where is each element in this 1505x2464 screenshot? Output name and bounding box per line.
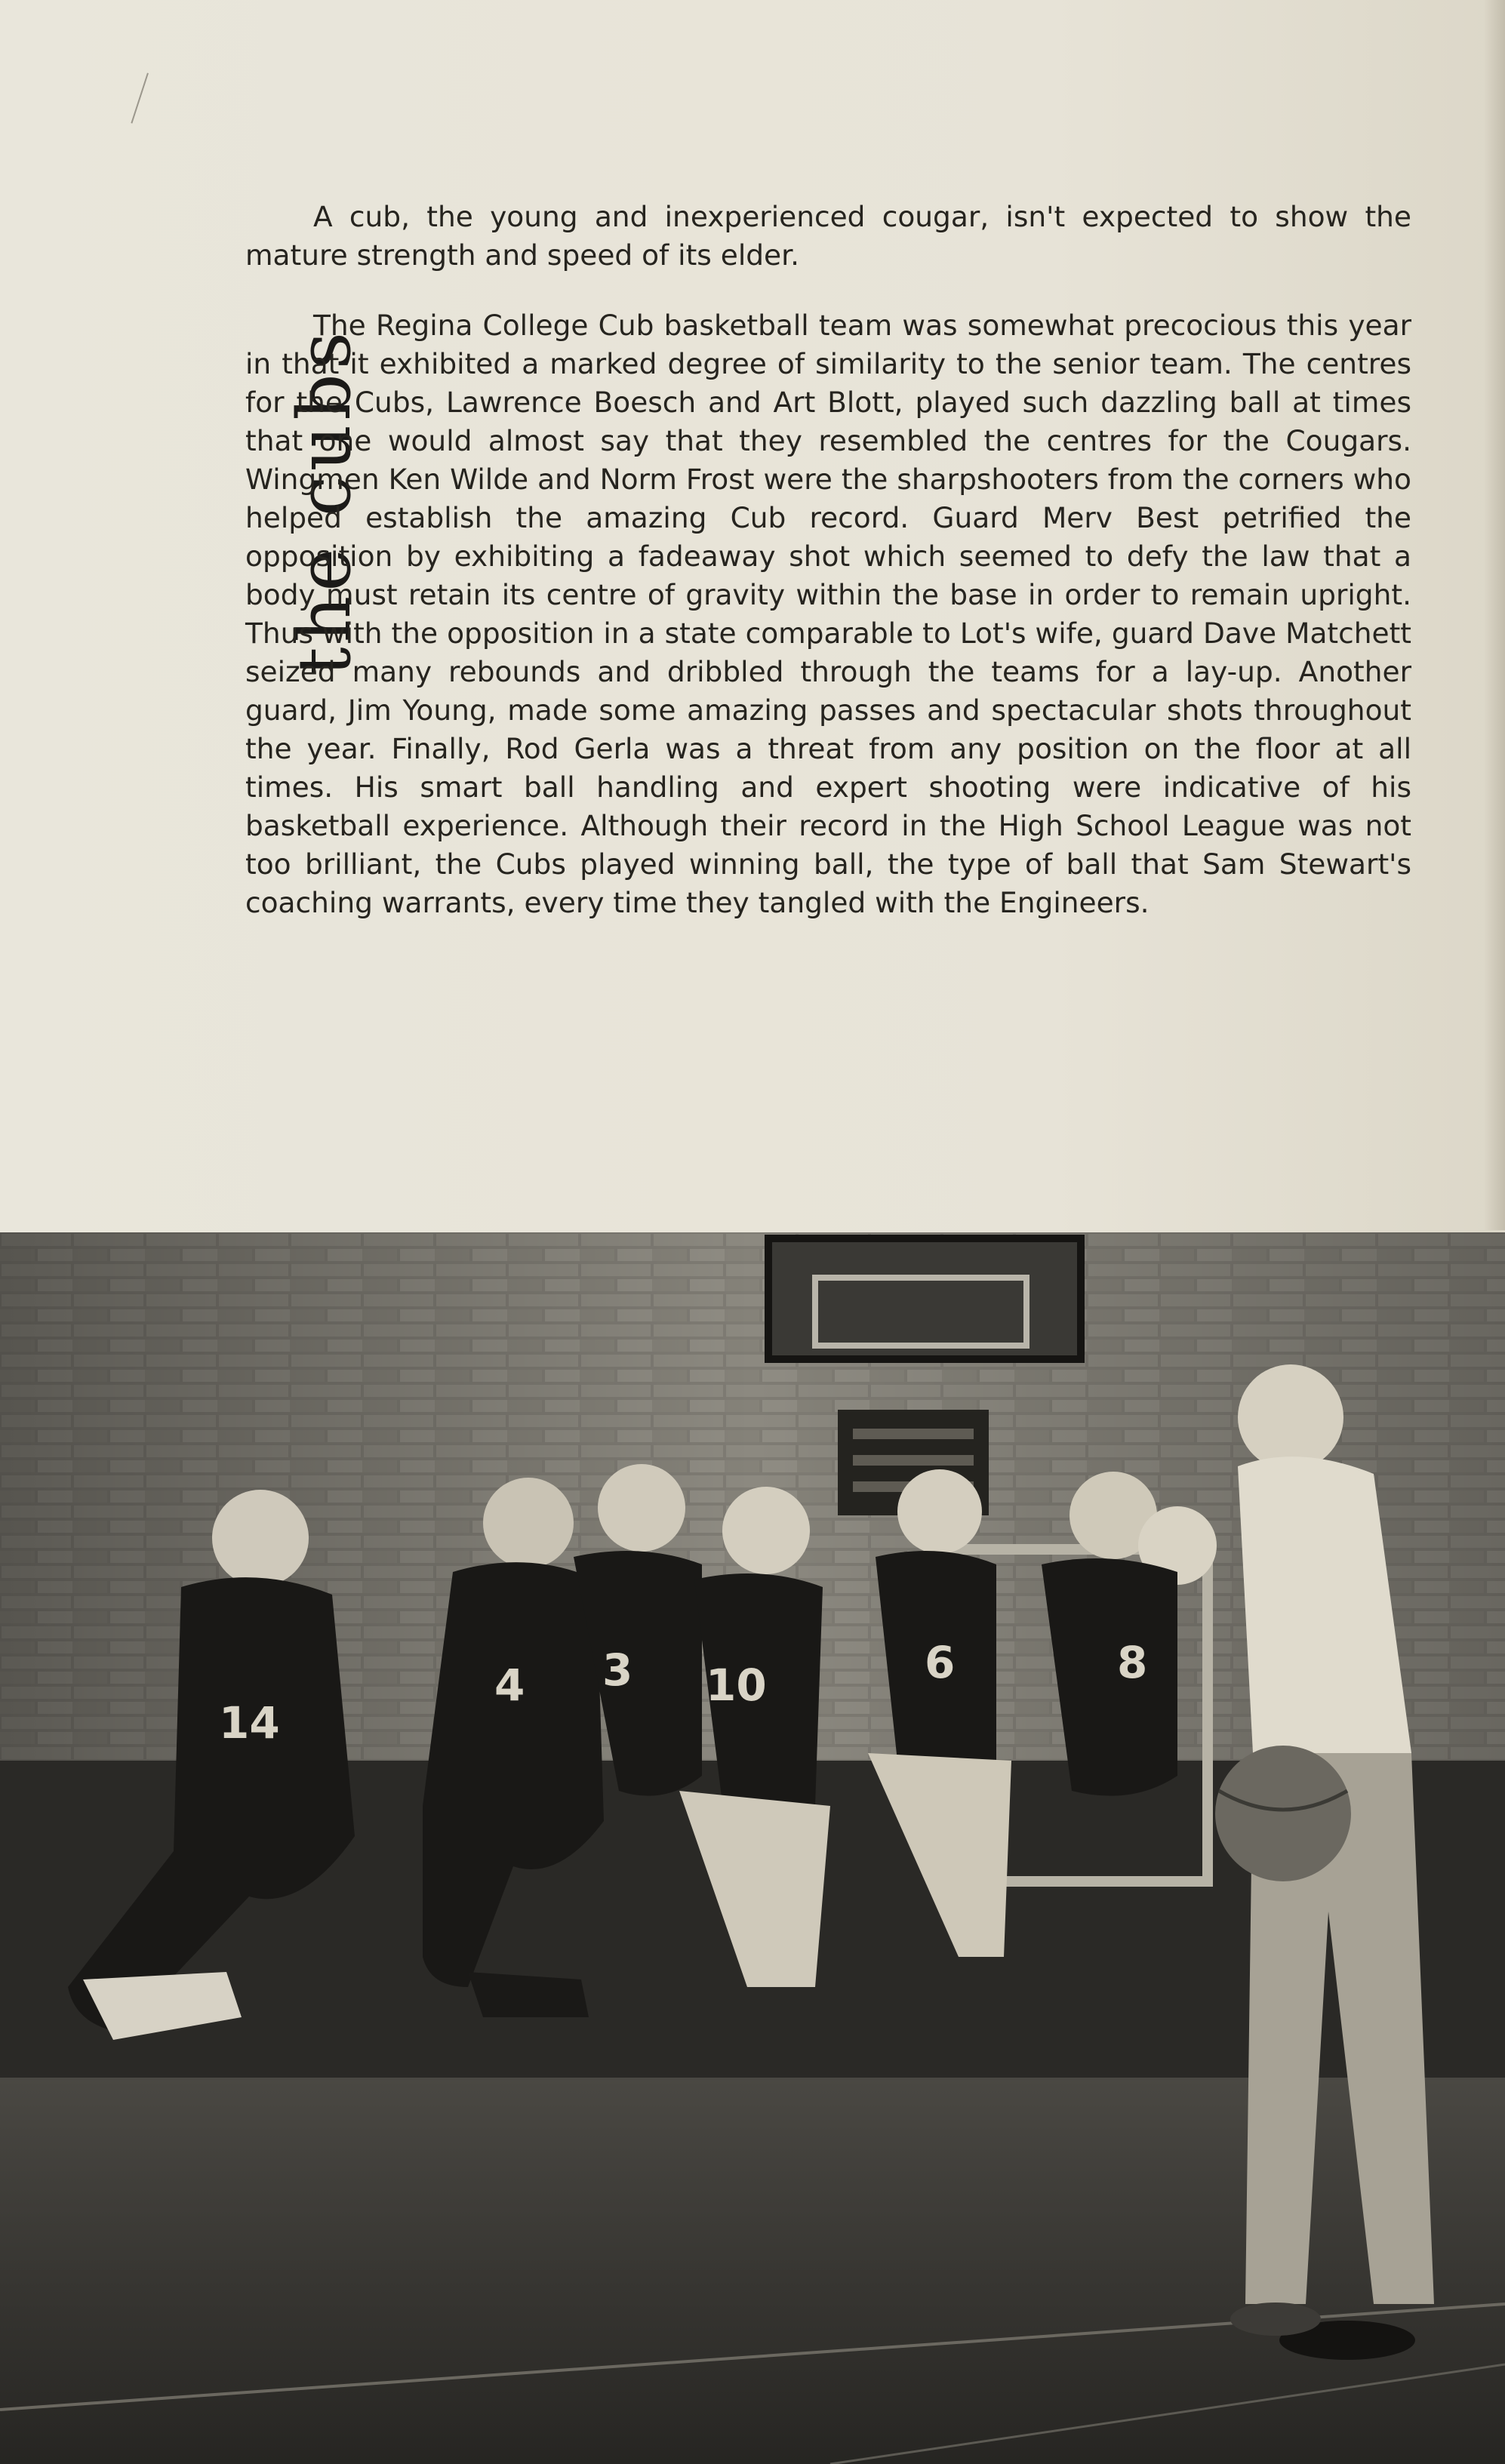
article-text [245, 198, 1411, 922]
pencil-mark [131, 72, 152, 125]
jersey-number: 14 [219, 1697, 280, 1749]
jersey-number: 10 [706, 1660, 767, 1711]
jersey-number: 4 [494, 1660, 525, 1711]
basketball [1215, 1746, 1351, 1881]
jersey-number: 3 [602, 1644, 633, 1696]
jersey-number: 8 [1117, 1637, 1148, 1688]
jersey-number: 6 [925, 1637, 956, 1688]
team-photo-illustration [0, 1232, 1505, 2464]
page-edge-shadow [1484, 0, 1505, 1230]
intro-paragraph: A cub, the young and inexperienced cougar, isn't expected to show the mature strength and speed of its elder. [245, 200, 1411, 272]
team-photo [0, 1232, 1505, 2464]
section-title: the cubs [282, 327, 367, 677]
body-paragraph: The Regina College Cub basketball team was somewhat precocious this year in that it exhibited a marked degree of similarity to the senior team. The centres for the Cubs, Lawrence Boesch and Art Blott, played such dazzling ball at times that one would almost say that they resembled the centres for the Cougars. Wingmen Ken Wilde and Norm Frost were the sharpshooters from the corners who helped establish the amazing Cub record. Guard Merv Best petrified the opposition by exhibiting a fadeaway shot which seemed to defy the law that a body must retain its centre of gravity within the base in order to remain upright. Thus with the opposition in a state comparable to Lot's wife, guard Dave Matchett seized many rebounds and dribbled through the teams for a lay-up. Another guard, Jim Young, made some amazing passes and spectacular shots throughout the year. Finally, Rod Gerla was a threat from any position on the floor at all times. His smart ball handling and expert shooting were indicative of his basketball experience. Although their record in the High School League was not too brilliant, the Cubs played winning ball, the type of ball that Sam Stewart's coaching warrants, every time they tangled with the Engineers. [245, 309, 1411, 919]
